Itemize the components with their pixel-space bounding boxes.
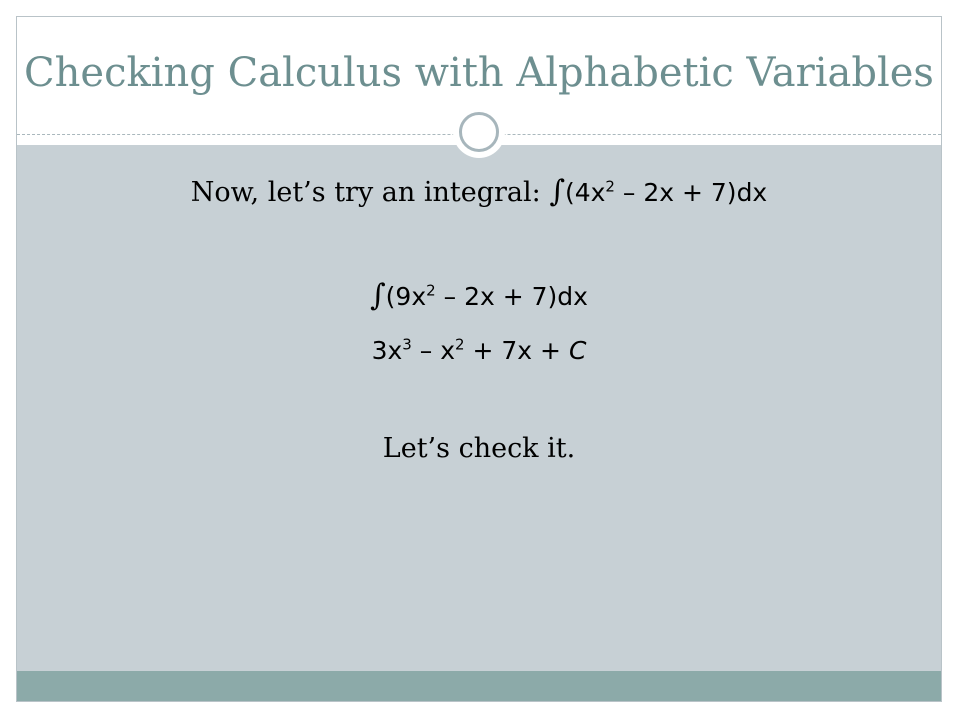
integrand-rest: – 2x + 7)dx [435, 282, 588, 311]
exponent: 2 [426, 281, 436, 300]
term-1: 3x [371, 336, 403, 365]
integrand-rest: – 2x + 7)dx [614, 178, 768, 207]
slide [16, 16, 942, 702]
content-area [17, 145, 941, 671]
body-line-1 [17, 175, 941, 210]
exponent-1: 3 [402, 335, 412, 354]
ring-icon [459, 112, 499, 152]
intro-text: Now, let’s try an integral: [190, 177, 550, 208]
circle-ornament-icon [453, 106, 505, 158]
slide-title: Checking Calculus with Alphabetic Variables [24, 50, 934, 96]
exponent-2: 2 [455, 335, 465, 354]
footer-band [17, 671, 941, 701]
body-line-4 [17, 432, 941, 466]
exponent: 2 [605, 177, 615, 196]
integrand-term: (9x [385, 282, 427, 311]
integrand-open [565, 178, 767, 207]
antiderivative [372, 336, 587, 365]
body-line-2 [17, 279, 941, 314]
integral-symbol: ∫ [549, 174, 565, 209]
integrand [386, 282, 588, 311]
body-line-3 [17, 334, 941, 368]
term-3: + 7x + [464, 336, 569, 365]
closing-text: Let’s check it. [382, 433, 576, 464]
constant-of-integration: C [568, 336, 587, 365]
term-2: – x [411, 336, 456, 365]
integral-symbol: ∫ [370, 278, 386, 313]
integrand-term: (4x [564, 178, 606, 207]
